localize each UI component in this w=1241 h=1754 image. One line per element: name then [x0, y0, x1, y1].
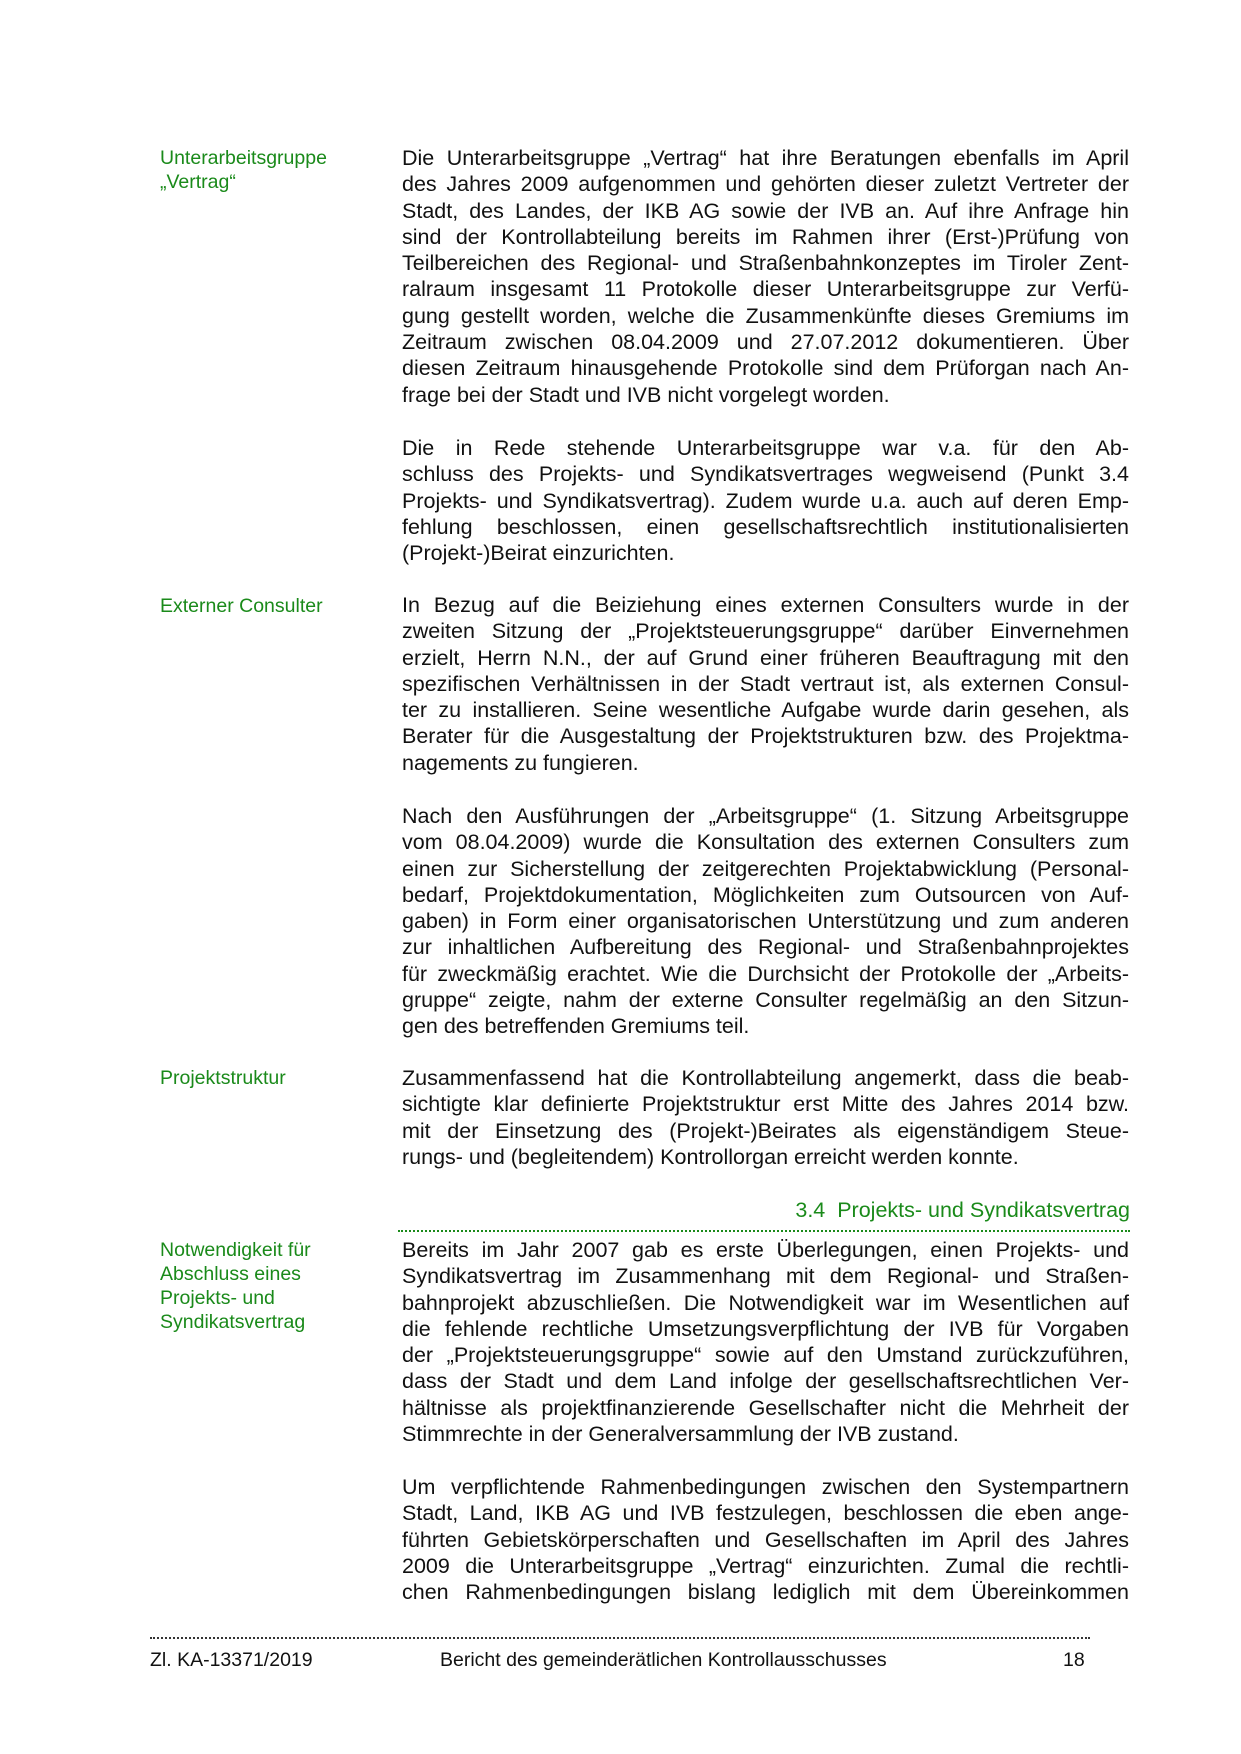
text-line: sichtigte klar definierte Projektstruktur erst Mitte des Jahres 2014 bzw.	[402, 1092, 1129, 1117]
text-line: die fehlende rechtliche Umsetzungsverpflichtung der IVB für Vorgaben	[402, 1316, 1129, 1341]
text-line: Stadt, Land, IKB AG und IVB festzulegen, beschlossen die eben ange-	[402, 1501, 1129, 1526]
margin-label-unterarbeitsgruppe	[160, 146, 380, 194]
text-line: des Jahres 2009 aufgenommen und gehörten dieser zuletzt Vertreter der	[402, 172, 1129, 197]
text-line: Projekts- und Syndikatsvertrag). Zudem wurde u.a. auch auf deren Emp-	[402, 488, 1129, 513]
margin-label-line: Notwendigkeit für	[160, 1239, 311, 1261]
paragraph	[402, 145, 1129, 408]
paragraph	[402, 592, 1129, 776]
text-line: sind der Kontrollabteilung bereits im Rahmen ihrer (Erst-)Prüfung von	[402, 224, 1129, 249]
footer-reference: Zl. KA-13371/2019	[150, 1649, 313, 1671]
text-line: Stimmrechte in der Generalversammlung der IVB zustand.	[402, 1422, 959, 1447]
text-line: gen des betreffenden Gremiums teil.	[402, 1014, 750, 1039]
text-line: gung gestellt worden, welche die Zusammenkünfte dieses Gremiums im	[402, 303, 1129, 328]
text-line: vom 08.04.2009) wurde die Konsultation des externen Consulters zum	[402, 830, 1129, 855]
text-line: schluss des Projekts- und Syndikatsvertrages wegweisend (Punkt 3.4	[402, 462, 1129, 487]
text-line: Syndikatsvertrag im Zusammenhang mit dem Regional- und Straßen-	[402, 1264, 1129, 1289]
text-line: Stadt, des Landes, der IKB AG sowie der IVB an. Auf ihre Anfrage hin	[402, 198, 1129, 223]
text-line: Zusammenfassend hat die Kontrollabteilung angemerkt, dass die beab-	[402, 1066, 1129, 1090]
text-line: ter zu installieren. Seine wesentliche Aufgabe wurde darin gesehen, als	[402, 698, 1129, 723]
text-line: 2009 die Unterarbeitsgruppe „Vertrag“ einzurichten. Zumal die rechtli-	[402, 1553, 1129, 1578]
margin-label-line: Unterarbeitsgruppe	[160, 147, 327, 169]
text-line: Zeitraum zwischen 08.04.2009 und 27.07.2012 dokumentieren. Über	[402, 330, 1129, 355]
text-line: führten Gebietskörperschaften und Gesellschaften im April des Jahres	[402, 1527, 1129, 1552]
text-line: für zweckmäßig erachtet. Wie die Durchsicht der Protokolle der „Arbeits-	[402, 961, 1129, 986]
text-line: rungs- und (begleitendem) Kontrollorgan erreicht werden konnte.	[402, 1144, 1019, 1169]
text-line: Teilbereichen des Regional- und Straßenbahnkonzeptes im Tiroler Zent-	[402, 251, 1129, 276]
text-line: Um verpflichtende Rahmenbedingungen zwischen den Systempartnern	[402, 1475, 1129, 1499]
margin-label-line: Abschluss eines	[160, 1263, 301, 1285]
text-line: mit der Einsetzung des (Projekt-)Beirates als eigenständigem Steue-	[402, 1118, 1129, 1143]
section-heading	[398, 1196, 1130, 1232]
margin-label-line: Syndikatsvertrag	[160, 1311, 306, 1333]
text-line: fehlung beschlossen, einen gesellschaftsrechtlich institutionalisierten	[402, 514, 1129, 539]
text-line: bedarf, Projektdokumentation, Möglichkeiten zum Outsourcen von Auf-	[402, 882, 1129, 907]
text-line: der „Projektsteuerungsgruppe“ sowie auf den Umstand zurückzuführen,	[402, 1343, 1129, 1368]
text-line: Nach den Ausführungen der „Arbeitsgruppe“ (1. Sitzung Arbeitsgruppe	[402, 804, 1129, 828]
text-line: hältnisse als projektfinanzierende Gesellschafter nicht die Mehrheit der	[402, 1395, 1129, 1420]
text-line: Bereits im Jahr 2007 gab es erste Überlegungen, einen Projekts- und	[402, 1238, 1129, 1262]
paragraph	[402, 803, 1129, 1040]
paragraph	[402, 435, 1129, 566]
margin-label-line: „Vertrag“	[160, 171, 236, 193]
text-line: spezifischen Verhältnissen in der Stadt vertraut ist, als externen Consul-	[402, 671, 1129, 696]
text-line: dass der Stadt und dem Land infolge der gesellschaftsrechtlichen Ver-	[402, 1369, 1129, 1394]
page-number: 18	[1063, 1649, 1085, 1671]
text-line: In Bezug auf die Beiziehung eines externen Consulters wurde in der	[402, 593, 1129, 617]
margin-label-line: Externer Consulter	[160, 595, 323, 617]
margin-label-line: Projekts- und	[160, 1287, 275, 1309]
text-line: Die Unterarbeitsgruppe „Vertrag“ hat ihre Beratungen ebenfalls im April	[402, 146, 1129, 170]
margin-label-externer-consulter	[160, 594, 380, 618]
text-line: einen zur Sicherstellung der zeitgerechten Projektabwicklung (Personal-	[402, 856, 1129, 881]
text-line: frage bei der Stadt und IVB nicht vorgelegt worden.	[402, 382, 890, 407]
text-line: nagements zu fungieren.	[402, 750, 639, 775]
text-line: ralraum insgesamt 11 Protokolle dieser Unterarbeitsgruppe zur Verfü-	[402, 277, 1129, 302]
paragraph	[402, 1474, 1129, 1605]
footer-divider	[150, 1637, 1090, 1639]
margin-label-line: Projektstruktur	[160, 1067, 286, 1089]
text-line: zweiten Sitzung der „Projektsteuerungsgruppe“ darüber Einvernehmen	[402, 619, 1129, 644]
margin-label-projektstruktur	[160, 1066, 380, 1090]
text-line: (Projekt-)Beirat einzurichten.	[402, 541, 675, 566]
text-line: chen Rahmenbedingungen bislang lediglich mit dem Übereinkommen	[402, 1580, 1129, 1605]
text-line: Berater für die Ausgestaltung der Projektstrukturen bzw. des Projektma-	[402, 724, 1129, 749]
section-number: 3.4	[795, 1198, 826, 1222]
text-line: zur inhaltlichen Aufbereitung des Regional- und Straßenbahnprojektes	[402, 935, 1129, 960]
text-line: gaben) in Form einer organisatorischen Unterstützung und zum anderen	[402, 909, 1129, 934]
text-line: diesen Zeitraum hinausgehende Protokolle sind dem Prüforgan nach An-	[402, 356, 1129, 381]
margin-label-notwendigkeit	[160, 1238, 380, 1334]
text-line: Die in Rede stehende Unterarbeitsgruppe war v.a. für den Ab-	[402, 436, 1129, 460]
section-title: Projekts- und Syndikatsvertrag	[837, 1198, 1130, 1222]
footer-title: Bericht des gemeinderätlichen Kontrollausschusses	[440, 1649, 887, 1671]
paragraph	[402, 1065, 1129, 1170]
paragraph	[402, 1237, 1129, 1447]
text-line: bahnprojekt abzuschließen. Die Notwendigkeit war im Wesentlichen auf	[402, 1290, 1129, 1315]
text-line: erzielt, Herrn N.N., der auf Grund einer früheren Beauftragung mit den	[402, 645, 1129, 670]
text-line: gruppe“ zeigte, nahm der externe Consulter regelmäßig an den Sitzun-	[402, 988, 1129, 1013]
